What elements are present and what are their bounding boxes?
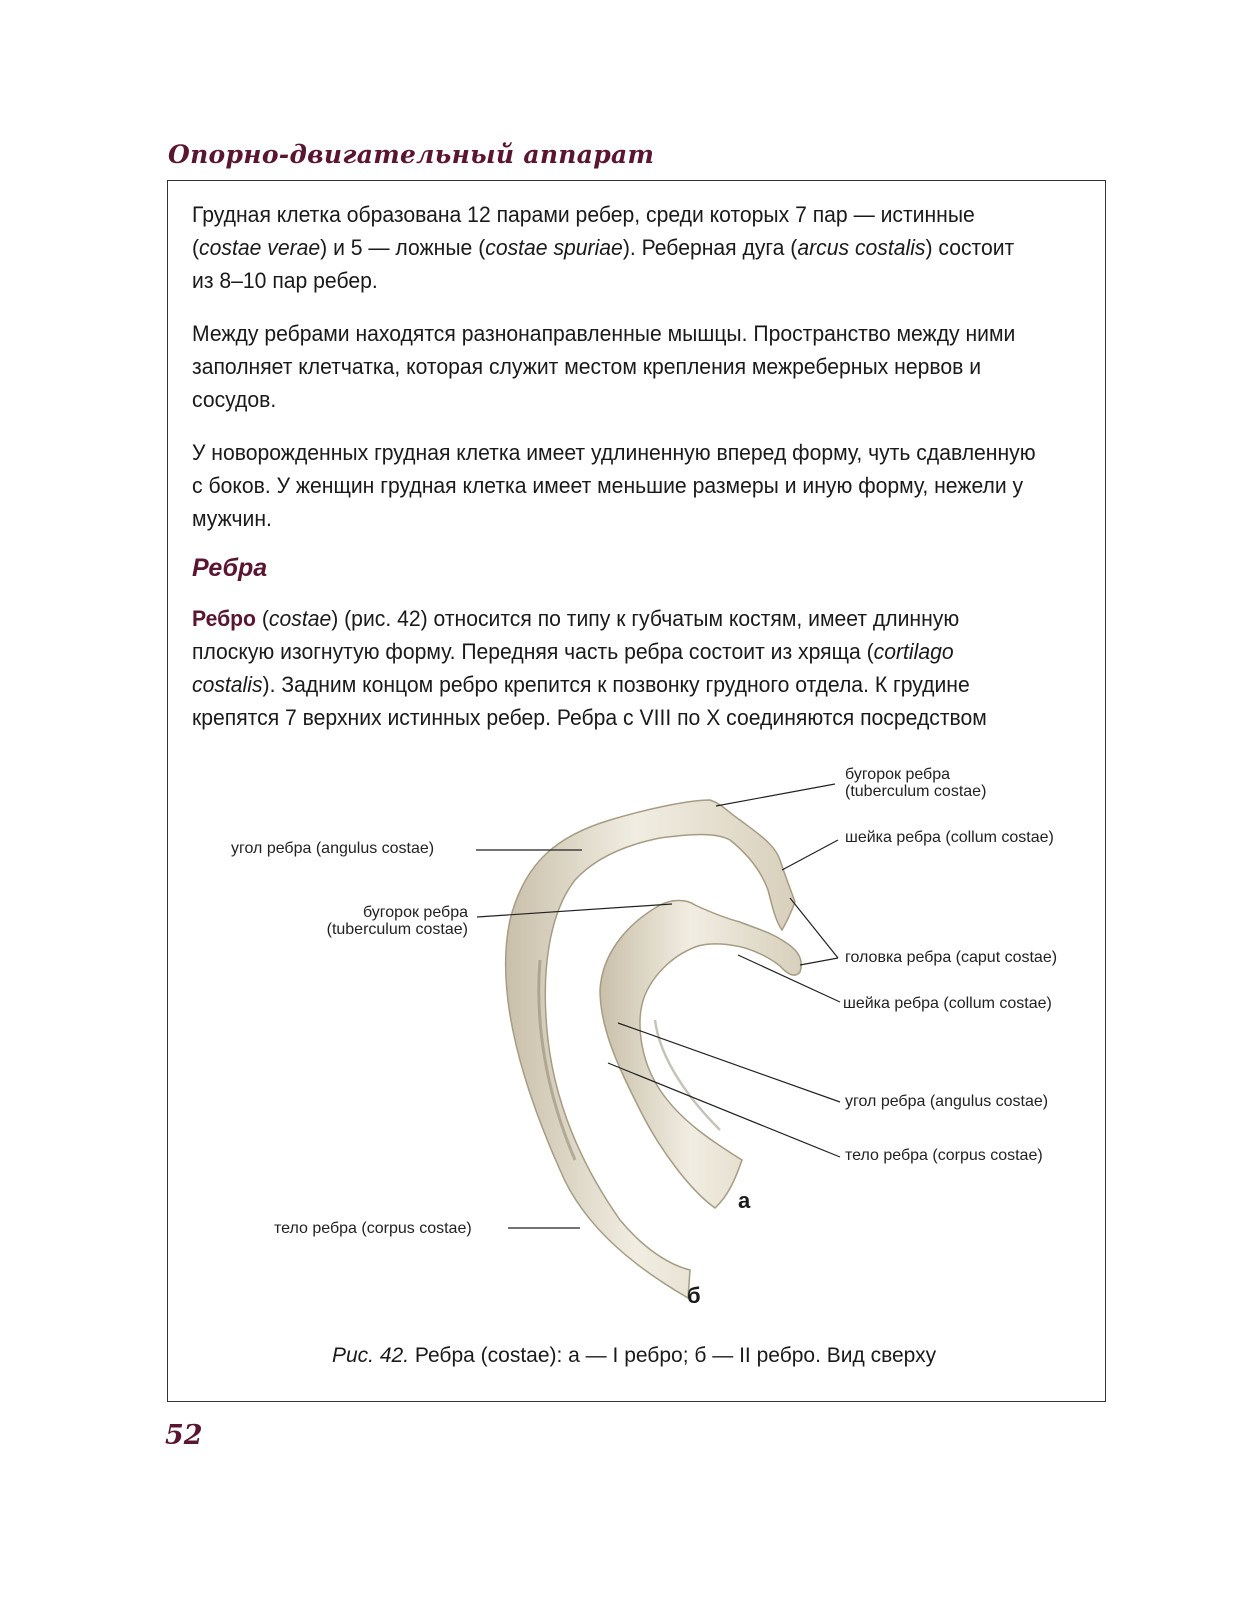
label-corpus-right: тело ребра (corpus costae): [845, 1147, 1043, 1164]
p4-text-a: (: [255, 606, 269, 631]
p1-latin-costae-spuriae: costae spuriae: [485, 235, 623, 260]
caption-text: Ребра (costae): а — I ребро; б — II ребро. Вид сверху: [409, 1344, 937, 1367]
p4-text-c: ) (рис. 42) относится по типу к губчатым костям, имеет длинную плоскую изогнутую форму. Передняя часть ребра состоит из хряща (: [192, 606, 960, 664]
subheading-ribs: Ребра: [192, 554, 268, 582]
label-collum-bottom: шейка ребра (collum costae): [843, 995, 1052, 1012]
label-tuberculum-top-line1: бугорок ребра: [845, 766, 951, 783]
label-tuberculum-mid: [300, 904, 468, 938]
label-tuberculum-top-line2: (tuberculum costae): [845, 783, 987, 800]
label-tuberculum-mid-line2: (tuberculum costae): [326, 921, 468, 938]
paragraph-2: Между ребрами находятся разнонаправленные мышцы. Пространство между ними заполняет клетчатка, которая служит местом крепления межреберных нервов и сосудов.: [192, 321, 1016, 412]
figure-letter-b: б: [687, 1283, 701, 1308]
label-angulus-left: угол ребра (angulus costae): [231, 840, 435, 857]
running-head: Опорно-двигательный аппарат: [168, 140, 655, 169]
paragraph-3: У новорожденных грудная клетка имеет удлиненную вперед форму, чуть сдавленную с боков. У женщин грудная клетка имеет меньшие размеры и иную форму, нежели у мужчин.: [192, 440, 1036, 531]
label-collum-top: шейка ребра (collum costae): [845, 829, 1054, 846]
p1-latin-arcus-costalis: arcus costalis: [797, 235, 926, 260]
p1-latin-costae-verae: costae verae: [199, 235, 321, 260]
p1-text-g: ) состоит из 8–10 пар ребер.: [192, 235, 1015, 293]
label-caput: головка ребра (caput costae): [845, 949, 1058, 966]
label-angulus-right: угол ребра (angulus costae): [845, 1093, 1049, 1110]
caption-ref: Рис. 42.: [332, 1344, 410, 1367]
p4-latin-costae: costae: [268, 606, 332, 631]
page-number: 52: [165, 1420, 203, 1451]
p1-text-a: Грудная клетка образована 12 парами ребер, среди которых 7 пар — истинные (: [192, 202, 975, 260]
p4-text-e: ). Задним концом ребро крепится к позвонку грудного отдела. К грудине крепятся 7 верхних истинных ребер. Ребра с VIII по X соединяются посредством: [192, 672, 987, 730]
p1-text-e: ). Реберная дуга (: [622, 235, 798, 260]
figure-letter-a: а: [738, 1188, 751, 1213]
p4-term: Ребро: [192, 606, 256, 631]
label-corpus-left: тело ребра (corpus costae): [274, 1220, 472, 1237]
label-tuberculum-mid-line1: бугорок ребра: [362, 904, 468, 921]
p4-latin-cortilago: cortilago costalis: [192, 639, 954, 697]
figure-caption: [332, 1344, 936, 1368]
rib-2-shape: [506, 800, 795, 1298]
p1-text-c: ) и 5 — ложные (: [320, 235, 486, 260]
rib-1-shape: [600, 900, 801, 1208]
label-tuberculum-top: [845, 766, 986, 800]
